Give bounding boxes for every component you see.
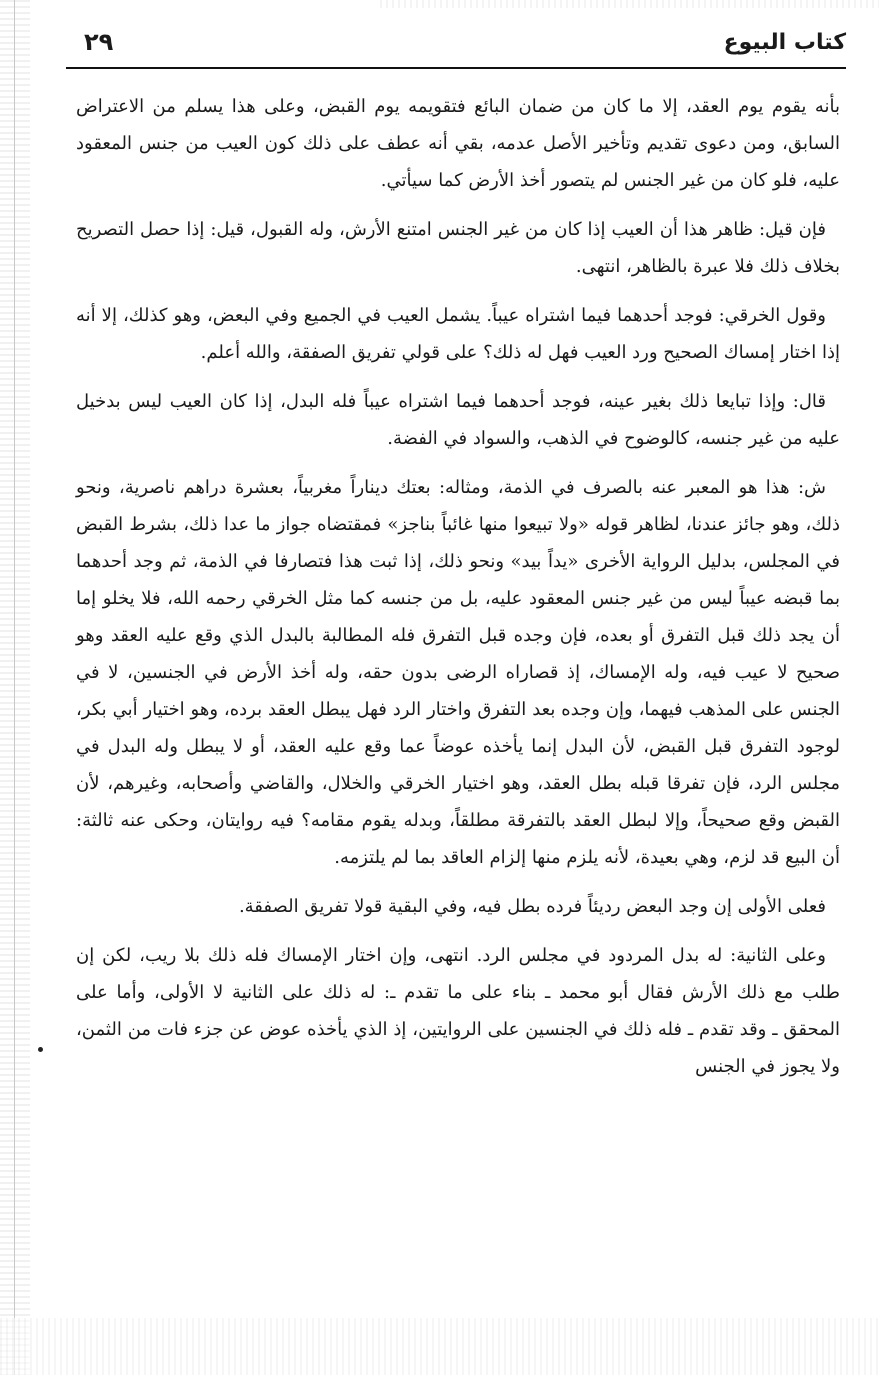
header-rule — [66, 67, 846, 69]
page-header — [66, 30, 846, 70]
margin-dot — [38, 1047, 43, 1052]
paragraph: وقول الخرقي: فوجد أحدهما فيما اشتراه عيباً. يشمل العيب في الجميع وفي البعض، وهو كذلك، إلا أنه إذا اختار إمساك الصحيح ورد العيب فهل له ذلك؟ على قولي تفريق الصفقة، والله أعلم. — [76, 305, 840, 363]
chapter-title: كتاب البيوع — [723, 30, 846, 55]
paragraph: ش: هذا هو المعبر عنه بالصرف في الذمة، ومثاله: بعتك ديناراً مغربياً، بعشرة دراهم ناصرية، ونحو ذلك، وهو جائز عندنا، لظاهر قوله «ولا تبيعوا منها غائباً بناجز» فمقتضاه جواز ما عدا ذلك، بشرط القبض في المجلس، بدليل الرواية الأخرى «يداً بيد» ونحو ذلك، إذا ثبت هذا فتصارفا في الذمة، ثم وجد أحدهما بما قبضه عيباً ليس من غير جنس المعقود عليه، بل من جنسه كما مثل الخرقي رحمه الله، فلا يخلو إما أن يجد ذلك قبل التفرق أو بعده، فإن وجده قبل التفرق فله المطالبة بالبدل الذي وقع عليه العقد وهو صحيح لا عيب فيه، وله الإمساك، إذ قصاراه الرضى بدون حقه، وله أخذ الأرض في الجنسين، لا في الجنس على المذهب فيهما، وإن وجده بعد التفرق واختار الرد فهل يبطل العقد برده، وهو اختيار أبي بكر، لوجود التفرق قبل القبض، لأن البدل إنما يأخذه عوضاً عما وقع عليه العقد، أو لا يبطل وله البدل في مجلس الرد، فإن تفرقا قبله بطل العقد، وهو اختيار الخرقي والخلال، والقاضي وأصحابه، وغيرهم، لأن القبض وقع صحيحاً، وإلا لبطل العقد بالتفرقة مطلقاً، وبدله يقوم مقامه؟ فيه روايتان، وحكى عنه ثالثة: أن البيع قد لزم، وهي بعيدة، لأنه يلزم منها إلزام العاقد بما لم يلتزمه. — [76, 477, 840, 868]
paragraph: وعلى الثانية: له بدل المردود في مجلس الرد. انتهى، وإن اختار الإمساك فله ذلك بلا ريب، لكن إن طلب مع ذلك الأرش فقال أبو محمد ـ بناء على ما تقدم ـ: له ذلك على الثانية لا الأولى، وأما على المحقق ـ وقد تقدم ـ فله ذلك في الجنسين على الروايتين، إذ الذي يأخذه عوض عن جزء فات من الثمن، ولا يجوز في الجنس — [76, 945, 840, 1077]
body-text — [76, 88, 840, 1097]
paragraph: بأنه يقوم يوم العقد، إلا ما كان من ضمان البائع فتقويمه يوم القبض، وعلى هذا يسلم من الاعتراض السابق، ومن دعوى تقديم وتأخير الأصل عدمه، بقي أنه عطف على ذلك كون العيب من جنس المعقود عليه، فلو كان من غير الجنس لم يتصور أخذ الأرض كما سيأتي. — [76, 96, 840, 191]
page-number: ٢٩ — [84, 28, 114, 56]
scan-edge-line — [14, 0, 15, 1375]
scan-edge-bottom — [0, 1318, 879, 1375]
scan-edge-left — [0, 0, 30, 1375]
paragraph: فإن قيل: ظاهر هذا أن العيب إذا كان من غير الجنس امتنع الأرش، وله القبول، قيل: إذا حصل التصريح بخلاف ذلك فلا عبرة بالظاهر، انتهى. — [76, 219, 840, 277]
scan-edge-top — [380, 0, 879, 8]
paragraph: قال: وإذا تبايعا ذلك بغير عينه، فوجد أحدهما فيما اشتراه عيباً فله البدل، إذا كان العيب ليس بدخيل عليه من غير جنسه، كالوضوح في الذهب، والسواد في الفضة. — [76, 391, 840, 449]
paragraph: فعلى الأولى إن وجد البعض رديئاً فرده بطل فيه، وفي البقية قولا تفريق الصفقة. — [238, 896, 826, 917]
